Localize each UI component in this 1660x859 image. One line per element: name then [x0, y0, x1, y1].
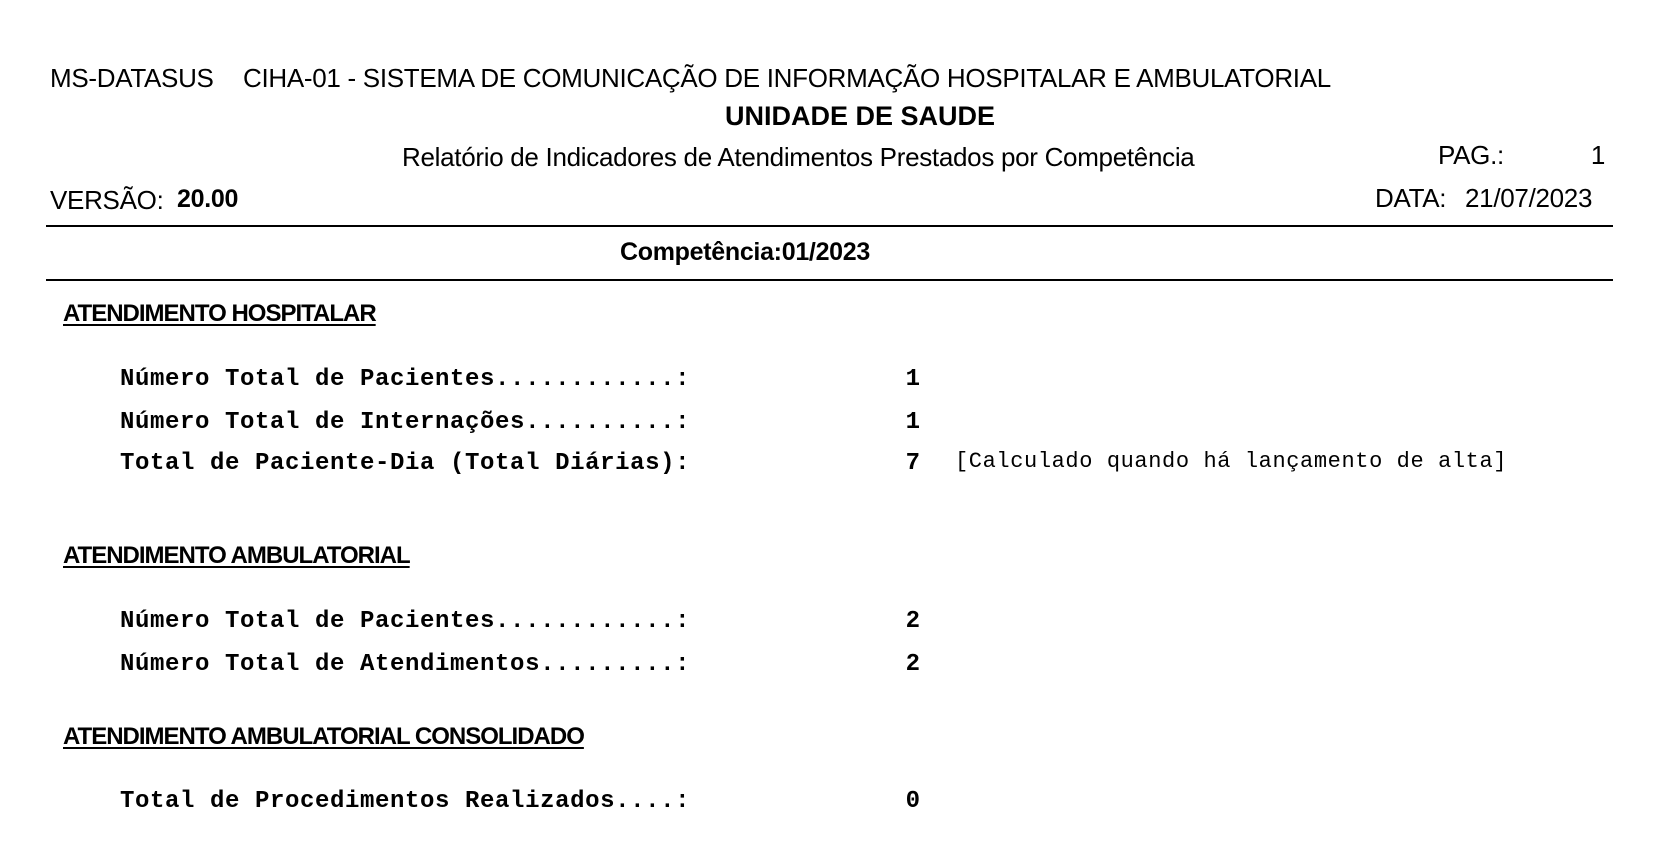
section-title-ambulatorial: ATENDIMENTO AMBULATORIAL	[63, 542, 410, 569]
report-title: Relatório de Indicadores de Atendimentos Prestados por Competência	[402, 142, 1195, 172]
row-value: 1	[905, 366, 920, 393]
row-label: Número Total de Pacientes............:	[120, 608, 691, 635]
date-label: DATA:	[1375, 183, 1447, 213]
row-value: 0	[905, 788, 920, 815]
unit-name: UNIDADE DE SAUDE	[724, 101, 996, 131]
version-value: 20.00	[177, 185, 239, 213]
page-number: 1	[1590, 140, 1605, 170]
competencia-divider	[46, 279, 1613, 281]
row-label: Número Total de Pacientes............:	[120, 366, 691, 393]
section-title-hospitalar: ATENDIMENTO HOSPITALAR	[63, 300, 376, 327]
row-value: 2	[905, 608, 920, 635]
competencia-value: 01/2023	[781, 238, 870, 266]
competencia	[620, 238, 870, 267]
page-label: PAG.:	[1438, 140, 1504, 170]
competencia-label: Competência:	[620, 238, 782, 266]
version-label: VERSÃO:	[50, 185, 164, 215]
row-label: Número Total de Atendimentos.........:	[120, 651, 691, 678]
date-value: 21/07/2023	[1465, 183, 1593, 213]
row-value: 2	[905, 651, 920, 678]
header-divider	[46, 225, 1613, 227]
system-name: CIHA-01 - SISTEMA DE COMUNICAÇÃO DE INFORMAÇÃO HOSPITALAR E AMBULATORIAL	[243, 63, 1331, 93]
row-value: 7	[905, 450, 920, 477]
system-code: MS-DATASUS	[50, 63, 214, 93]
section-title-ambulatorial-consolidado: ATENDIMENTO AMBULATORIAL CONSOLIDADO	[63, 723, 584, 750]
row-label: Total de Procedimentos Realizados....:	[120, 788, 691, 815]
row-note: [Calculado quando há lançamento de alta]	[955, 449, 1508, 474]
row-value: 1	[905, 409, 920, 436]
row-label: Número Total de Internações..........:	[120, 409, 691, 436]
row-label: Total de Paciente-Dia (Total Diárias):	[120, 450, 691, 477]
